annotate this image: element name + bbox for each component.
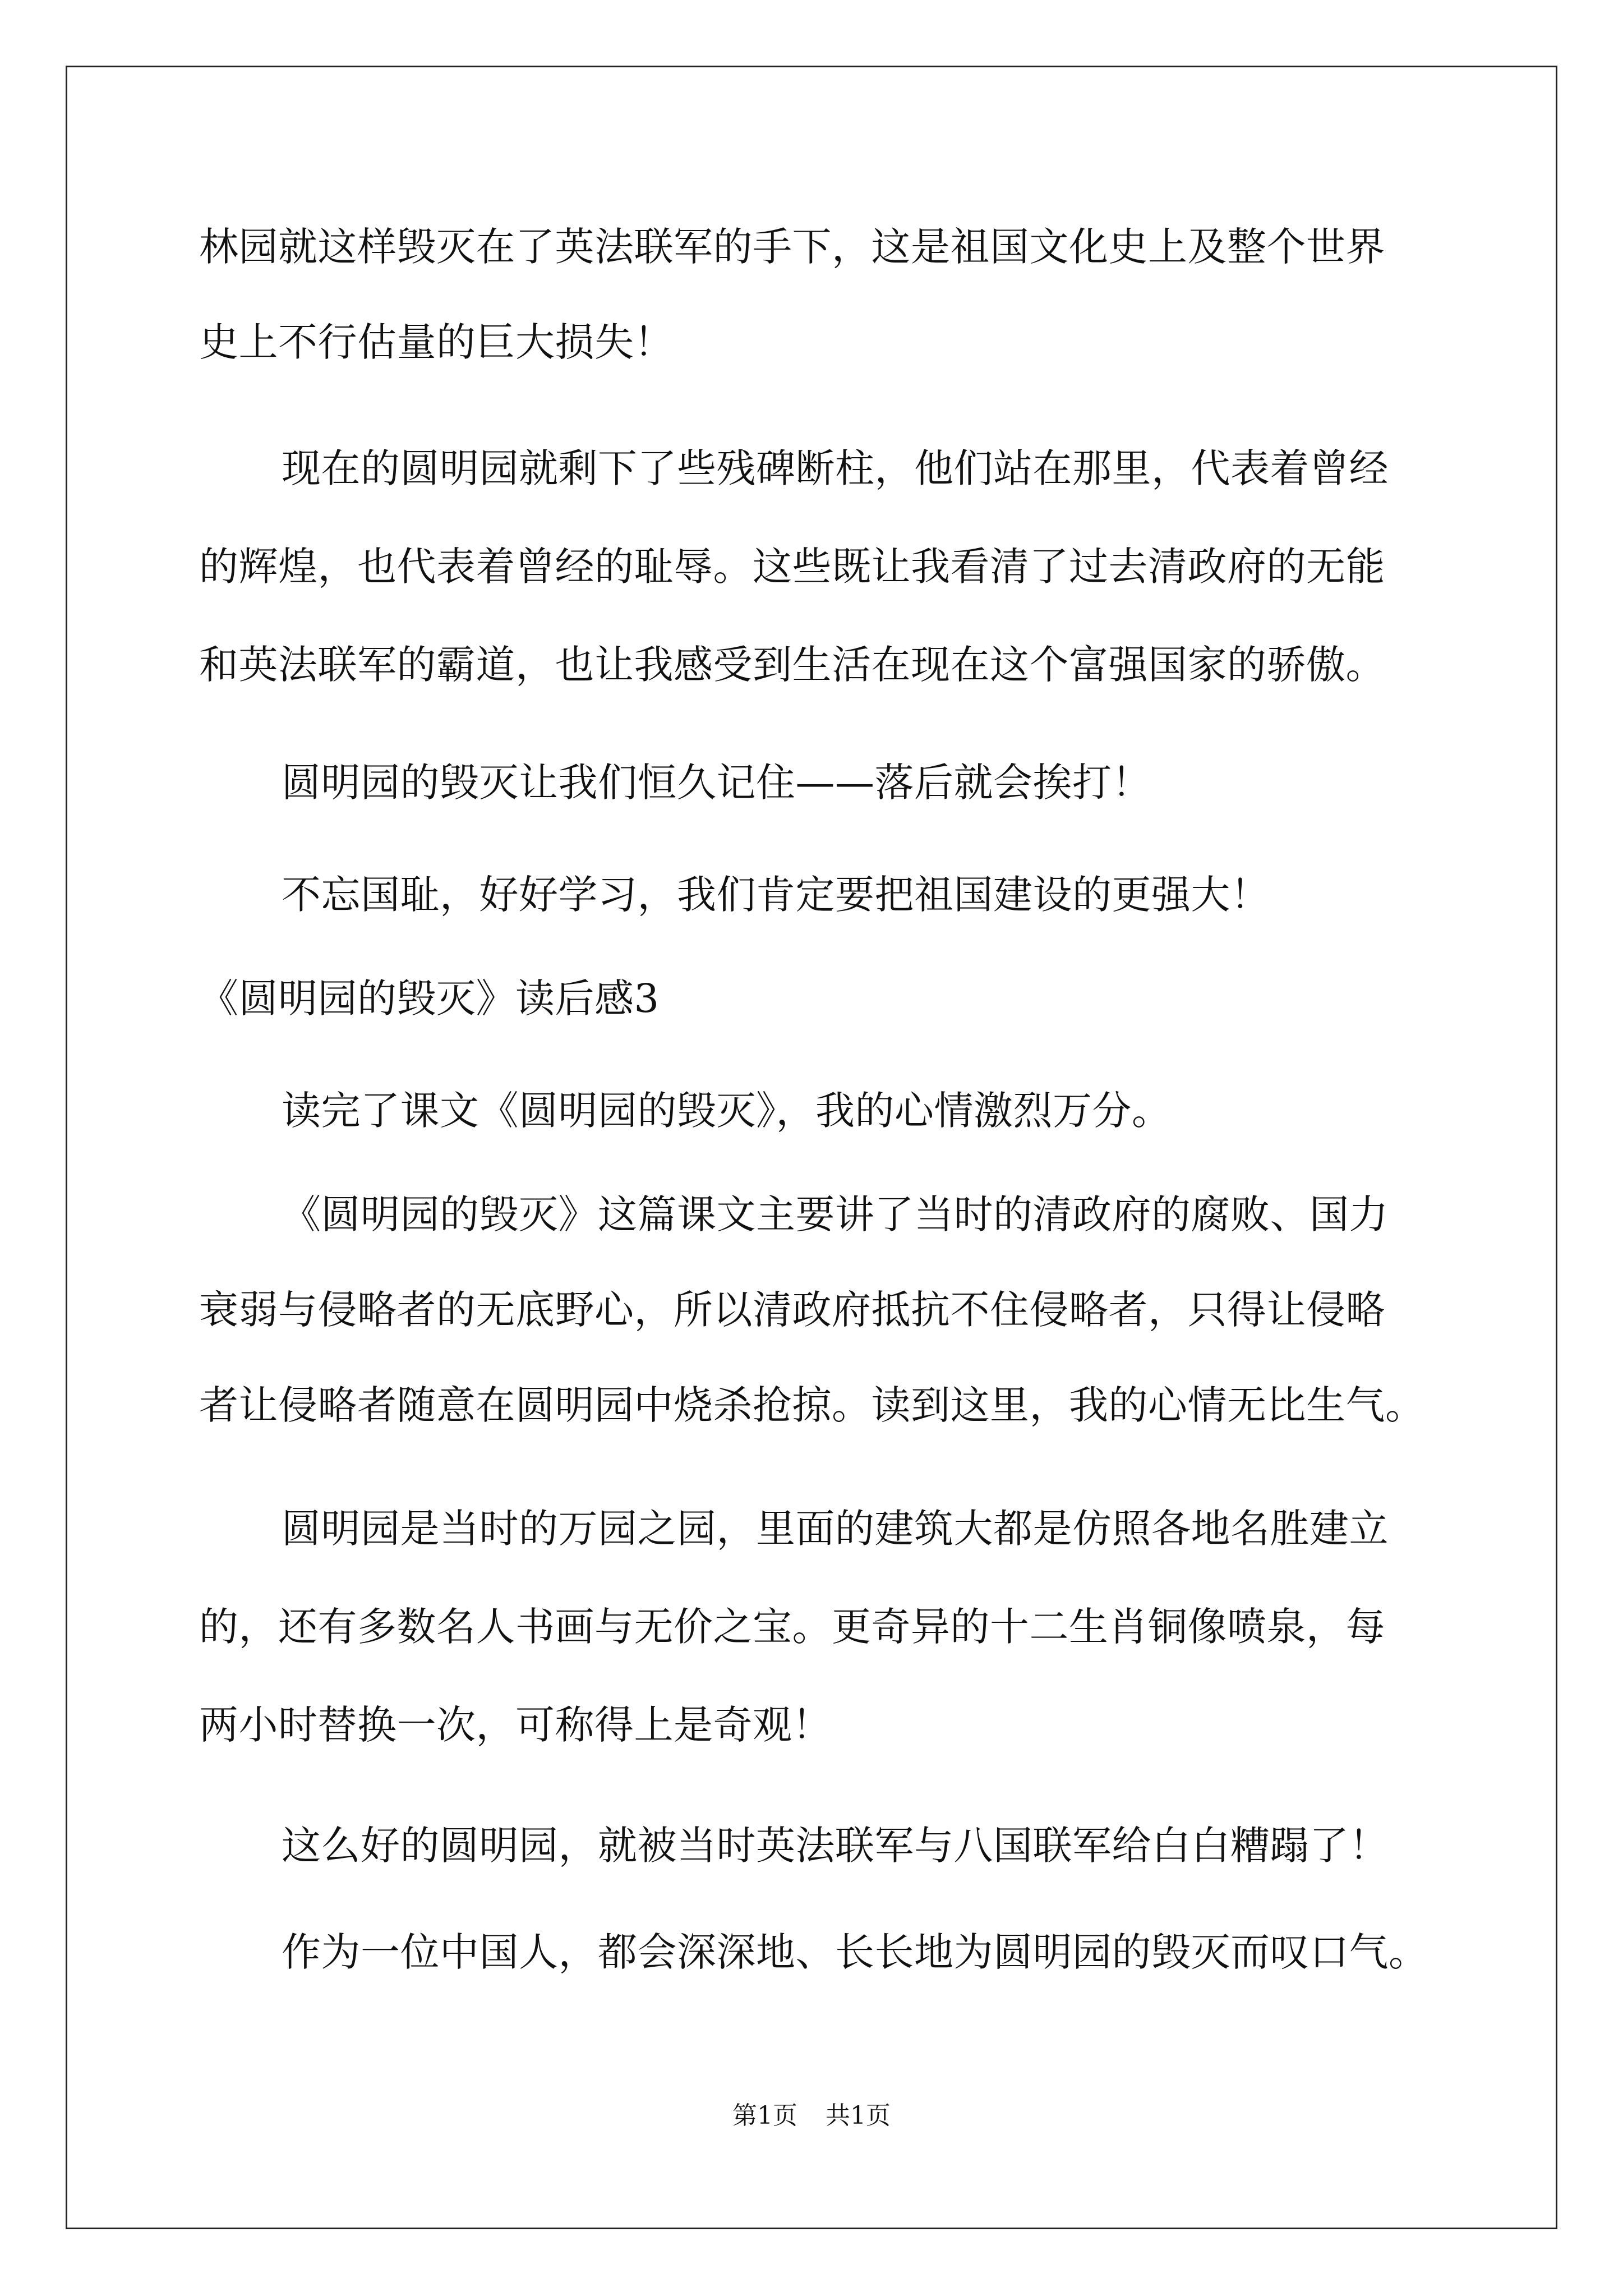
text-line-13: 圆明园是当时的万园之园，里面的建筑大都是仿照各地名胜建立 bbox=[282, 1506, 1389, 1552]
text-line-9: 读完了课文《圆明园的毁灭》，我的心情激烈万分。 bbox=[282, 1088, 1172, 1134]
text-line-1: 林园就这样毁灭在了英法联军的手下，这是祖国文化史上及整个世界 bbox=[199, 224, 1385, 270]
text-line-7: 不忘国耻，好好学习，我们肯定要把祖国建设的更强大！ bbox=[282, 872, 1270, 918]
section-heading: 《圆明园的毁灭》读后感3 bbox=[199, 976, 660, 1022]
text-line-12: 者让侵略者随意在圆明园中烧杀抢掠。读到这里，我的心情无比生气。 bbox=[199, 1382, 1425, 1428]
page-border bbox=[66, 66, 1557, 2229]
text-line-6: 圆明园的毁灭让我们恒久记住——落后就会挨打！ bbox=[282, 760, 1151, 806]
page-number: 第1页 bbox=[732, 2101, 797, 2130]
text-line-4: 的辉煌，也代表着曾经的耻辱。这些既让我看清了过去清政府的无能 bbox=[199, 544, 1385, 590]
page-footer bbox=[0, 2099, 1623, 2133]
text-line-2: 史上不行估量的巨大损失！ bbox=[199, 319, 674, 365]
total-pages: 共1页 bbox=[826, 2101, 891, 2130]
text-line-10: 《圆明园的毁灭》这篇课文主要讲了当时的清政府的腐败、国力 bbox=[282, 1191, 1389, 1237]
text-line-15: 两小时替换一次，可称得上是奇观！ bbox=[199, 1702, 832, 1748]
text-line-11: 衰弱与侵略者的无底野心，所以清政府抵抗不住侵略者，只得让侵略 bbox=[199, 1287, 1385, 1333]
text-line-16: 这么好的圆明园，就被当时英法联军与八国联军给白白糟蹋了！ bbox=[282, 1823, 1389, 1869]
text-line-17: 作为一位中国人，都会深深地、长长地为圆明园的毁灭而叹口气。 bbox=[282, 1929, 1428, 1975]
text-line-14: 的，还有多数名人书画与无价之宝。更奇异的十二生肖铜像喷泉，每 bbox=[199, 1604, 1385, 1650]
text-line-3: 现在的圆明园就剩下了些残碑断柱，他们站在那里，代表着曾经 bbox=[282, 445, 1389, 491]
text-line-5: 和英法联军的霸道，也让我感受到生活在现在这个富强国家的骄傲。 bbox=[199, 642, 1385, 688]
